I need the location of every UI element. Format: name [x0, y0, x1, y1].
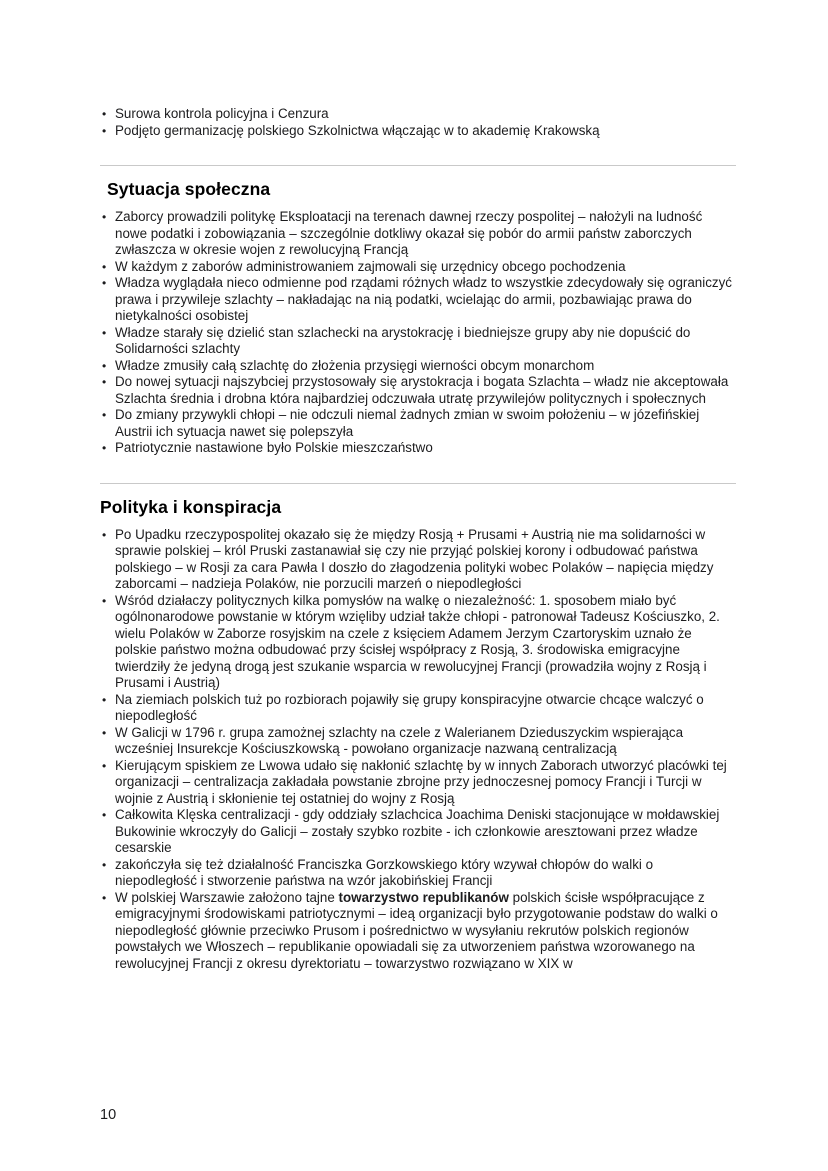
- list-item: • Wśród działaczy politycznych kilka pomysłów na walkę o niezależność: 1. sposobem miało być ogólnonarodowe powstanie w którym wzięliby udział także chłopi - patronował Tadeusz Kościuszko, 2. wielu Polaków w Zaborze rosyjskim na czele z księciem Adamem Jerzym Czartoryskim uznało że polskie państwo można odbudować przy ścisłej współpracy z Rosją, 3. środowiska emigracyjne twierdziły że jedyną drogą jest szukanie wsparcia w rewolucyjnej Francji (prowadziła wojny z Rosją i Prusami i Austrią): [100, 593, 736, 692]
- list-item: • Zaborcy prowadzili politykę Eksploatacji na terenach dawnej rzeczy pospolitej – nałożyli na ludność nowe podatki i zobowiązania – szczególnie dotkliwy okazał się pobór do armii państw zaborczych zwłaszcza w okresie wojen z rewolucyjną Francją: [100, 209, 736, 259]
- list-item: • Na ziemiach polskich tuż po rozbiorach pojawiły się grupy konspiracyjne otwarcie chcące walczyć o niepodległość: [100, 692, 736, 725]
- intro-bullet-list: [100, 106, 736, 139]
- section-sytuacja-spoleczna: [100, 165, 736, 457]
- list-item: • Do zmiany przywykli chłopi – nie odczuli niemal żadnych zmian w swoim położeniu – w józefińskiej Austrii ich sytuacja nawet się polepszyła: [100, 407, 736, 440]
- list-item: • zakończyła się też działalność Franciszka Gorzkowskiego który wzywał chłopów do walki o niepodległość i stworzenie państwa na wzór jakobińskiej Francji: [100, 857, 736, 890]
- list-item: • Władze starały się dzielić stan szlachecki na arystokrację i biedniejsze grupy aby nie dopuścić do Solidarności szlachty: [100, 325, 736, 358]
- text-after-bold: polskich ścisłe współpracujące z emigracyjnymi środowiskami patriotycznymi – ideą organizacji było przygotowanie podstaw do walki o niepodległość głównie przeciwko Prusom i pośrednictwo w wysyłaniu rekrutów polskich regionów powstałych we Włoszech – republikanie opowiadali się za utworzeniem państwa wzorowanego na rewolucyjnej Francji z okresu dyrektoriatu – towarzystwo rozwiązano w XIX w: [115, 889, 718, 971]
- section-polityka-i-konspiracja: [100, 483, 736, 973]
- list-item: • Całkowita Klęska centralizacji - gdy oddziały szlachcica Joachima Deniski stacjonujące w mołdawskiej Bukowinie wkroczyły do Galicji – zostały szybko rozbite - ich członkowie aresztowani przez władze cesarskie: [100, 807, 736, 857]
- list-item: • Władza wyglądała nieco odmienne pod rządami różnych władz to wszystkie zdecydowały się ograniczyć prawa i przywileje szlachty – nakładając na nią podatki, wcielając do armii, pozbawiając prawa do nietykalności osobistej: [100, 275, 736, 325]
- page-content: [100, 106, 736, 972]
- list-item: • Władze zmusiły całą szlachtę do złożenia przysięgi wierności obcym monarchom: [100, 358, 736, 375]
- section-heading: Sytuacja społeczna: [107, 179, 271, 199]
- section-bullet-list: [100, 209, 736, 457]
- list-item-republicans: [100, 890, 736, 973]
- list-item: • Podjęto germanizację polskiego Szkolnictwa włączając w to akademię Krakowską: [100, 123, 736, 140]
- section-divider: [100, 165, 736, 166]
- list-item: • Kierującym spiskiem ze Lwowa udało się nakłonić szlachtę by w innych Zaborach utworzyć placówki tej organizacji – centralizacja zakładała powstanie zbrojne przy jednoczesnej pomocy Francji i Turcji w wojnie z Austrią i skłonienie tej ostatniej do wojny z Rosją: [100, 758, 736, 808]
- section-heading: Polityka i konspiracja: [100, 496, 282, 517]
- list-item: • Surowa kontrola policyjna i Cenzura: [100, 106, 736, 123]
- list-item: • W Galicji w 1796 r. grupa zamożnej szlachty na czele z Walerianem Dzieduszyckim wspierająca wcześniej Insurekcje Kościuszkowską - powołano organizacje nazwaną centralizacją: [100, 725, 736, 758]
- list-item: • Patriotycznie nastawione było Polskie mieszczaństwo: [100, 440, 736, 457]
- list-item: • W każdym z zaborów administrowaniem zajmowali się urzędnicy obcego pochodzenia: [100, 259, 736, 276]
- bold-phrase: towarzystwo republikanów: [338, 889, 509, 905]
- text-before-bold: W polskiej Warszawie założono tajne: [115, 889, 339, 905]
- list-item: • Do nowej sytuacji najszybciej przystosowały się arystokracja i bogata Szlachta – władz nie akceptowała Szlachta średnia i drobna która najbardziej odczuwała utratę przywilejów politycznych i społecznych: [100, 374, 736, 407]
- section-divider: [100, 483, 736, 484]
- page-number: 10: [100, 1107, 117, 1123]
- list-item: • Po Upadku rzeczypospolitej okazało się że między Rosją + Prusami + Austrią nie ma solidarności w sprawie polskiej – król Pruski zastanawiał się czy nie przyjąć polskiej korony i odbudować państwa polskiego – w Rosji za cara Pawła I doszło do złagodzenia polityki wobec Polaków – napięcia między zaborcami – nadzieja Polaków, nie porzucili marzeń o niepodległości: [100, 527, 736, 593]
- section-bullet-list: [100, 527, 736, 973]
